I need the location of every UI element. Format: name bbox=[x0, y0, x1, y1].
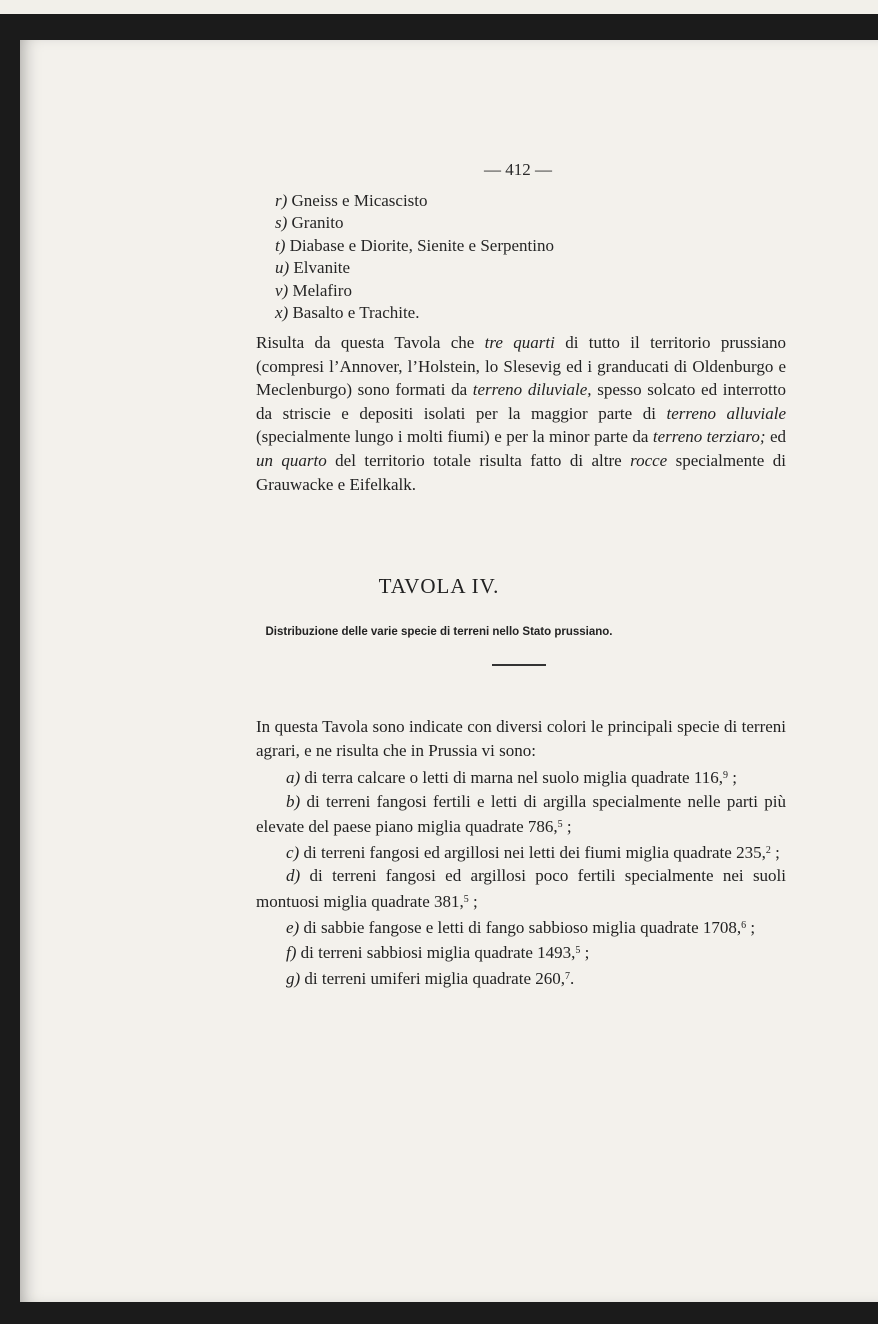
list-item-text: Gneiss e Micascisto bbox=[291, 191, 428, 210]
page-number: — 412 — bbox=[484, 160, 552, 179]
list-marker: u) bbox=[275, 258, 290, 278]
list-item bbox=[256, 790, 786, 839]
list-item-text: Granito bbox=[291, 213, 344, 233]
decimal-digit: 6 bbox=[741, 919, 747, 931]
list-marker: t) bbox=[275, 235, 286, 255]
table-title: TAVOLA IV. bbox=[378, 574, 500, 598]
decimal-digit: 5 bbox=[557, 819, 563, 831]
list-item-text: Elvanite bbox=[293, 258, 351, 278]
list-marker: b) bbox=[286, 791, 301, 811]
text-run: spesso solcato ed interrotto da striscie e depositi isolati per la maggior parte di bbox=[256, 380, 786, 423]
list-item-text: di terra calcare o letti di marna nel suolo miglia quadrate 116, bbox=[300, 768, 723, 787]
text-run: del territorio totale risulta fatto di altre bbox=[326, 450, 631, 470]
list-item-text: di terreni fangosi ed argillosi poco fertili specialmente nei suoli montuosi miglia quadrate 381, bbox=[256, 866, 786, 911]
text-run: (specialmente lungo i molti fiumi) e per la minor parte da bbox=[256, 427, 653, 447]
list-marker: c) bbox=[286, 842, 300, 862]
emphasis-text: rocce bbox=[630, 450, 668, 470]
list-item-text: Basalto e Trachite. bbox=[292, 303, 420, 323]
list-item-text: di sabbie fangose e letti di fango sabbioso miglia quadrate 1708, bbox=[299, 917, 742, 937]
text-run: specialmente di Grauwacke e Eifelkalk. bbox=[256, 450, 786, 494]
list-item-end: ; bbox=[468, 891, 478, 911]
summary-paragraph bbox=[256, 331, 786, 496]
list-marker: f) bbox=[286, 943, 297, 963]
decimal-digit: 2 bbox=[765, 844, 771, 856]
list-marker: e) bbox=[286, 917, 300, 937]
list-item bbox=[256, 914, 786, 940]
rock-type-list bbox=[275, 190, 554, 324]
emphasis-text: terreno terziaro; bbox=[652, 427, 766, 447]
decimal-digit: 5 bbox=[575, 945, 581, 957]
list-item-end: . bbox=[570, 968, 575, 988]
emphasis-text: terreno alluviale bbox=[666, 403, 786, 423]
emphasis-text: un quarto bbox=[256, 450, 327, 470]
list-marker: x) bbox=[275, 303, 289, 323]
list-item-end: ; bbox=[580, 943, 590, 963]
list-item-text: di terreni sabbiosi miglia quadrate 1493, bbox=[296, 943, 576, 963]
scan-background-top bbox=[0, 0, 878, 14]
list-marker: g) bbox=[286, 968, 301, 988]
list-item bbox=[256, 965, 786, 991]
list-item-text: di terreni umiferi miglia quadrate 260, bbox=[300, 968, 565, 988]
table-subtitle: Distribuzione delle varie specie di terreni nello Stato prussiano. bbox=[265, 626, 613, 638]
decimal-digit: 5 bbox=[463, 893, 469, 905]
list-marker: s) bbox=[275, 213, 288, 233]
list-marker: r) bbox=[275, 191, 288, 210]
list-item-end: ; bbox=[727, 768, 737, 787]
divider-rule bbox=[492, 664, 546, 666]
list-item bbox=[275, 280, 554, 302]
list-item-end: ; bbox=[562, 817, 572, 837]
list-item bbox=[275, 302, 554, 324]
text-run: Risulta da questa Tavola che bbox=[256, 333, 485, 352]
list-item bbox=[275, 235, 554, 257]
text-run: di tutto il territorio prussiano (compresi l’Annover, l’Holstein, lo Slesevig ed i granducati di Oldenburgo e Meclenburgo) sono formati da bbox=[256, 333, 786, 400]
list-marker: v) bbox=[275, 280, 289, 300]
list-item bbox=[275, 212, 554, 234]
list-item-end: ; bbox=[746, 917, 756, 937]
list-item bbox=[256, 864, 786, 913]
list-item-text: Diabase e Diorite, Sienite e Serpentino bbox=[289, 235, 555, 255]
list-item bbox=[275, 257, 554, 279]
list-item bbox=[256, 839, 786, 865]
text-run: ed bbox=[765, 427, 786, 447]
list-marker: a) bbox=[286, 768, 301, 787]
list-item bbox=[256, 764, 786, 790]
decimal-digit: 7 bbox=[565, 970, 570, 982]
soil-type-list bbox=[256, 764, 786, 990]
list-item-text: di terreni fangosi ed argillosi nei letti dei fiumi miglia quadrate 235, bbox=[299, 842, 766, 862]
emphasis-text: terreno diluviale, bbox=[472, 380, 592, 400]
list-item-text: di terreni fangosi fertili e letti di argilla specialmente nelle parti più elevate del paese piano miglia quadrate 786, bbox=[256, 791, 786, 837]
list-marker: d) bbox=[286, 866, 301, 886]
decimal-digit: 9 bbox=[722, 770, 728, 781]
list-item bbox=[256, 939, 786, 965]
list-item-end: ; bbox=[770, 842, 780, 862]
intro-paragraph: In questa Tavola sono indicate con diversi colori le principali specie di terreni agrari, e ne risulta che in Prussia vi sono: bbox=[256, 717, 786, 760]
list-item-text: Melafiro bbox=[292, 280, 352, 300]
emphasis-text: tre quarti bbox=[484, 333, 555, 352]
list-item bbox=[275, 190, 554, 212]
